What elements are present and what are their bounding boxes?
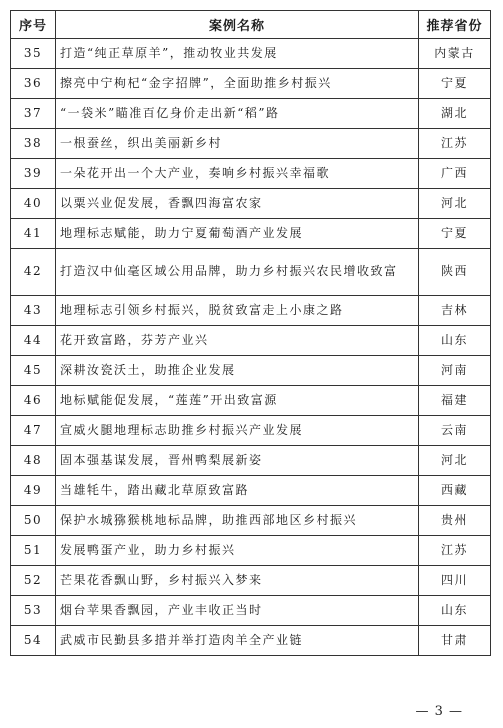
case-name: “一袋米”瞄准百亿身价走出新“稻”路	[56, 99, 419, 129]
case-name: 深耕汝瓷沃土，助推企业发展	[56, 356, 419, 386]
row-number: 53	[11, 596, 56, 626]
table-row	[11, 296, 491, 326]
case-name: 花开致富路，芬芳产业兴	[56, 326, 419, 356]
case-name: 宣威火腿地理标志助推乡村振兴产业发展	[56, 416, 419, 446]
table-row	[11, 446, 491, 476]
case-name: 地标赋能促发展，“莲莲”开出致富源	[56, 386, 419, 416]
case-name: 一根蚕丝，织出美丽新乡村	[56, 129, 419, 159]
table-row	[11, 159, 491, 189]
recommending-province: 甘肃	[419, 626, 491, 656]
row-number: 44	[11, 326, 56, 356]
recommending-province: 贵州	[419, 506, 491, 536]
recommending-province: 广西	[419, 159, 491, 189]
table-row	[11, 326, 491, 356]
row-number: 45	[11, 356, 56, 386]
row-number: 39	[11, 159, 56, 189]
case-name: 打造“纯正草原羊”，推动牧业共发展	[56, 39, 419, 69]
recommending-province: 福建	[419, 386, 491, 416]
row-number: 36	[11, 69, 56, 99]
case-name: 当雄牦牛，踏出藏北草原致富路	[56, 476, 419, 506]
table-row	[11, 356, 491, 386]
table-row	[11, 536, 491, 566]
header-number: 序号	[11, 11, 56, 39]
table-row	[11, 99, 491, 129]
case-name: 发展鸭蛋产业，助力乡村振兴	[56, 536, 419, 566]
case-name: 武威市民勤县多措并举打造肉羊全产业链	[56, 626, 419, 656]
recommending-province: 陕西	[419, 249, 491, 296]
recommending-province: 江苏	[419, 129, 491, 159]
case-name: 一朵花开出一个大产业，奏响乡村振兴幸福歌	[56, 159, 419, 189]
recommending-province: 河南	[419, 356, 491, 386]
recommending-province: 西藏	[419, 476, 491, 506]
case-name: 以粟兴业促发展，香飘四海富农家	[56, 189, 419, 219]
case-name: 地理标志引领乡村振兴，脱贫致富走上小康之路	[56, 296, 419, 326]
table-row	[11, 416, 491, 446]
header-province: 推荐省份	[419, 11, 491, 39]
row-number: 49	[11, 476, 56, 506]
table-row	[11, 476, 491, 506]
table-row	[11, 219, 491, 249]
case-name: 地理标志赋能，助力宁夏葡萄酒产业发展	[56, 219, 419, 249]
recommending-province: 内蒙古	[419, 39, 491, 69]
recommending-province: 山东	[419, 596, 491, 626]
case-name: 保护水城猕猴桃地标品牌，助推西部地区乡村振兴	[56, 506, 419, 536]
row-number: 40	[11, 189, 56, 219]
case-name: 打造汉中仙毫区域公用品牌，助力乡村振兴农民增收致富	[56, 249, 419, 296]
case-table	[10, 10, 491, 656]
recommending-province: 江苏	[419, 536, 491, 566]
table-row	[11, 189, 491, 219]
row-number: 52	[11, 566, 56, 596]
table-row	[11, 129, 491, 159]
row-number: 54	[11, 626, 56, 656]
case-name: 擦亮中宁枸杞“金字招牌”，全面助推乡村振兴	[56, 69, 419, 99]
table-row	[11, 596, 491, 626]
row-number: 48	[11, 446, 56, 476]
row-number: 41	[11, 219, 56, 249]
row-number: 50	[11, 506, 56, 536]
row-number: 51	[11, 536, 56, 566]
recommending-province: 宁夏	[419, 219, 491, 249]
row-number: 35	[11, 39, 56, 69]
table-row	[11, 39, 491, 69]
table-row	[11, 506, 491, 536]
row-number: 47	[11, 416, 56, 446]
table-row	[11, 566, 491, 596]
recommending-province: 四川	[419, 566, 491, 596]
recommending-province: 吉林	[419, 296, 491, 326]
recommending-province: 云南	[419, 416, 491, 446]
row-number: 42	[11, 249, 56, 296]
header-row	[11, 11, 491, 39]
recommending-province: 河北	[419, 189, 491, 219]
row-number: 46	[11, 386, 56, 416]
row-number: 43	[11, 296, 56, 326]
recommending-province: 山东	[419, 326, 491, 356]
recommending-province: 宁夏	[419, 69, 491, 99]
header-case-name: 案例名称	[56, 11, 419, 39]
recommending-province: 湖北	[419, 99, 491, 129]
case-name: 烟台苹果香飘园，产业丰收正当时	[56, 596, 419, 626]
row-number: 37	[11, 99, 56, 129]
table-row	[11, 386, 491, 416]
page-number: — 3 —	[415, 704, 463, 719]
case-name: 芒果花香飘山野，乡村振兴入梦来	[56, 566, 419, 596]
table-body	[11, 39, 491, 656]
table-row	[11, 69, 491, 99]
table-header	[11, 11, 491, 39]
case-name: 固本强基谋发展，晋州鸭梨展新姿	[56, 446, 419, 476]
recommending-province: 河北	[419, 446, 491, 476]
table-row	[11, 249, 491, 296]
row-number: 38	[11, 129, 56, 159]
table-row	[11, 626, 491, 656]
